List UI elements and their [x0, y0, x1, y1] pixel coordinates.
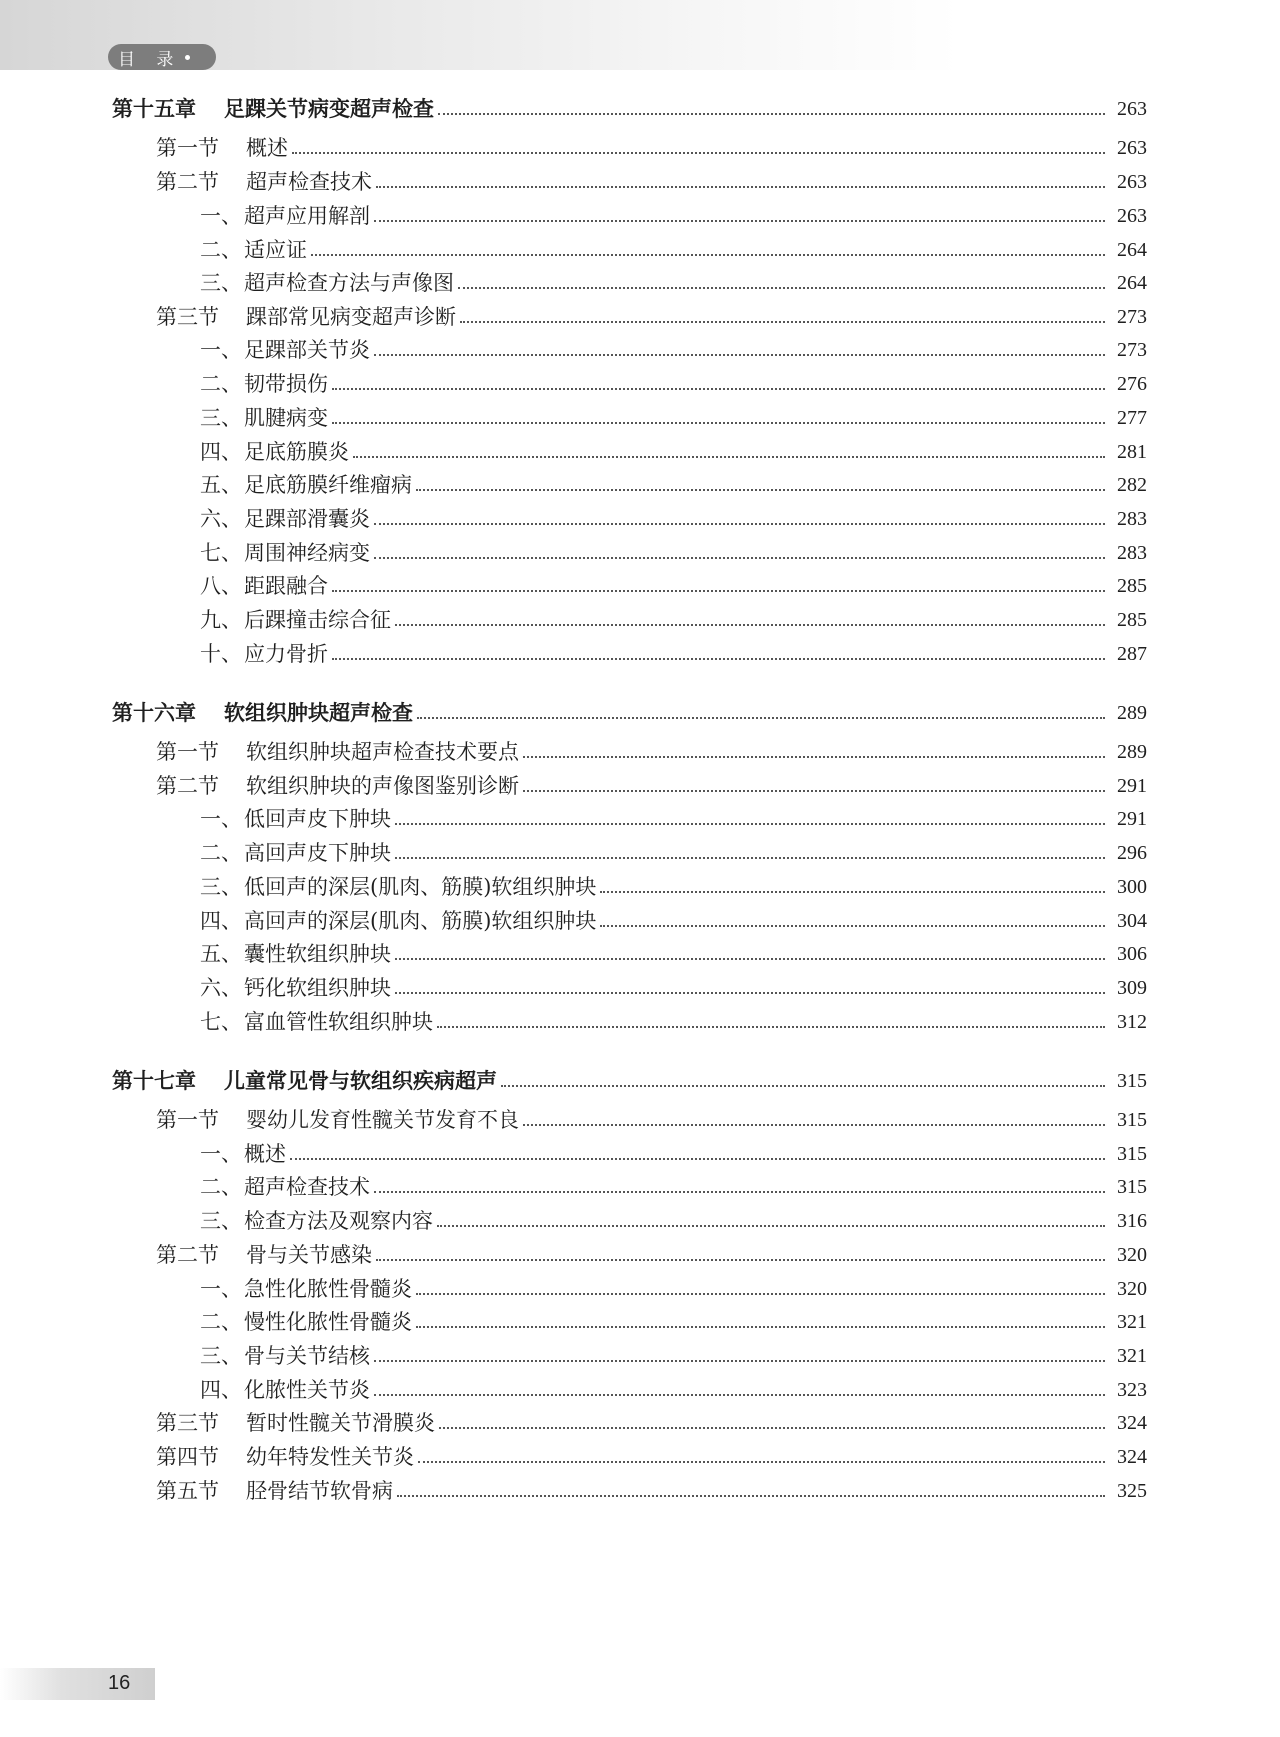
- toc-item[interactable]: [0, 838, 1280, 868]
- toc-item[interactable]: [0, 1341, 1280, 1371]
- toc-entry-text: 距跟融合: [244, 574, 328, 598]
- toc-entry-title: [200, 1007, 433, 1037]
- toc-page-number: 306: [1117, 943, 1147, 965]
- toc-item[interactable]: [0, 470, 1280, 500]
- toc-entry-title: [200, 973, 391, 1003]
- toc-entry-label: 三、: [200, 1209, 242, 1233]
- toc-entry-title: [200, 538, 370, 568]
- toc-entry-title: [156, 1476, 393, 1506]
- toc-section[interactable]: [0, 1476, 1280, 1506]
- toc-entry-label: 一、: [200, 338, 242, 362]
- toc-item[interactable]: [0, 268, 1280, 298]
- dot-leader: [290, 1158, 1105, 1160]
- toc-entry-label: 二、: [200, 1175, 242, 1199]
- dot-leader: [523, 790, 1105, 792]
- toc-entry-text: 足踝部滑囊炎: [244, 507, 370, 531]
- toc-page-number: 283: [1117, 508, 1147, 530]
- toc-page-number: 285: [1117, 609, 1147, 631]
- toc-page-number: 263: [1117, 137, 1147, 159]
- toc-entry-text: 超声检查技术: [246, 170, 372, 194]
- toc-entry-label: 九、: [200, 608, 242, 632]
- toc-entry-label: 三、: [200, 406, 242, 430]
- toc-entry-title: [156, 302, 456, 332]
- toc-entry-label: 五、: [200, 473, 242, 497]
- toc-entry-title: [156, 737, 519, 767]
- toc-item[interactable]: [0, 1007, 1280, 1037]
- toc-entry-title: [200, 906, 596, 936]
- toc-item[interactable]: [0, 1139, 1280, 1169]
- toc-entry-label: 第二节: [156, 774, 219, 798]
- toc-item[interactable]: [0, 1172, 1280, 1202]
- dot-leader: [395, 823, 1105, 825]
- dot-leader: [374, 354, 1105, 356]
- toc-entry-text: 韧带损伤: [244, 372, 328, 396]
- toc-entry-title: [200, 1172, 370, 1202]
- toc-entry-label: 五、: [200, 942, 242, 966]
- toc-entry-label: 第二节: [156, 170, 219, 194]
- toc-entry-text: 足踝关节病变超声检查: [224, 97, 434, 121]
- toc-section[interactable]: [0, 133, 1280, 163]
- toc-page-number: 324: [1117, 1446, 1147, 1468]
- toc-entry-title: [200, 939, 391, 969]
- toc-entry-label: 一、: [200, 1277, 242, 1301]
- dot-leader: [353, 456, 1105, 458]
- toc-entry-label: 第二节: [156, 1243, 219, 1267]
- toc-entry-label: 第三节: [156, 1411, 219, 1435]
- toc-entry-label: 三、: [200, 271, 242, 295]
- dot-leader: [332, 590, 1105, 592]
- toc-entry-text: 足底筋膜炎: [244, 440, 349, 464]
- toc-section[interactable]: [0, 1408, 1280, 1438]
- toc-page-number: 324: [1117, 1412, 1147, 1434]
- dot-leader: [418, 1461, 1105, 1463]
- dot-leader: [332, 422, 1105, 424]
- toc-entry-label: 二、: [200, 372, 242, 396]
- toc-chapter[interactable]: [0, 94, 1280, 124]
- dot-leader: [374, 1191, 1105, 1193]
- dot-leader: [397, 1495, 1105, 1497]
- dot-leader: [437, 1225, 1105, 1227]
- toc-entry-title: [200, 335, 370, 365]
- toc-page-number: 291: [1117, 775, 1147, 797]
- toc-entry-text: 适应证: [244, 238, 307, 262]
- toc-entry-title: [200, 1139, 286, 1169]
- toc-entry-title: [156, 1105, 519, 1135]
- toc-entry-label: 第四节: [156, 1445, 219, 1469]
- dot-leader: [416, 1326, 1105, 1328]
- toc-entry-label: 一、: [200, 807, 242, 831]
- toc-item[interactable]: [0, 804, 1280, 834]
- toc-section[interactable]: [0, 1442, 1280, 1472]
- toc-entry-text: 急性化脓性骨髓炎: [244, 1277, 412, 1301]
- dot-leader: [374, 523, 1105, 525]
- toc-entry-text: 足底筋膜纤维瘤病: [244, 473, 412, 497]
- toc-entry-label: 六、: [200, 976, 242, 1000]
- toc-entry-text: 骨与关节感染: [246, 1243, 372, 1267]
- toc-page-number: 273: [1117, 339, 1147, 361]
- toc-page-number: 285: [1117, 575, 1147, 597]
- dot-leader: [374, 557, 1105, 559]
- toc-page-number: 309: [1117, 977, 1147, 999]
- toc-entry-title: [156, 133, 288, 163]
- toc-item[interactable]: [0, 437, 1280, 467]
- toc-entry-label: 七、: [200, 1010, 242, 1034]
- toc-page-number: 283: [1117, 542, 1147, 564]
- toc-page-number: 323: [1117, 1379, 1147, 1401]
- toc-entry-title: [200, 201, 370, 231]
- dot-leader: [460, 321, 1105, 323]
- toc-entry-label: 第五节: [156, 1479, 219, 1503]
- header-dot: [185, 55, 190, 60]
- toc-entry-title: [200, 639, 328, 669]
- dot-leader: [523, 756, 1105, 758]
- dot-leader: [311, 254, 1105, 256]
- toc-entry-label: 二、: [200, 841, 242, 865]
- toc-page-number: 320: [1117, 1278, 1147, 1300]
- toc-entry-label: 一、: [200, 1142, 242, 1166]
- toc-entry-text: 应力骨折: [244, 642, 328, 666]
- toc-entry-text: 高回声皮下肿块: [244, 841, 391, 865]
- toc-entry-text: 骨与关节结核: [244, 1344, 370, 1368]
- toc-item[interactable]: [0, 1375, 1280, 1405]
- toc-entry-label: 第十五章: [112, 97, 196, 121]
- toc-entry-title: [112, 94, 434, 124]
- toc-entry-label: 第十七章: [112, 1069, 196, 1093]
- toc-item[interactable]: [0, 973, 1280, 1003]
- toc-entry-title: [156, 1442, 414, 1472]
- toc-item[interactable]: [0, 403, 1280, 433]
- toc-item[interactable]: [0, 201, 1280, 231]
- toc-entry-label: 四、: [200, 440, 242, 464]
- toc-entry-title: [112, 698, 413, 728]
- toc-section[interactable]: [0, 1240, 1280, 1270]
- toc-page-number: 263: [1117, 98, 1147, 120]
- toc-chapter[interactable]: [0, 1066, 1280, 1096]
- toc-entry-label: 四、: [200, 909, 242, 933]
- toc-page-number: 316: [1117, 1210, 1147, 1232]
- dot-leader: [439, 1427, 1105, 1429]
- toc-entry-title: [156, 771, 519, 801]
- toc-entry-label: 第一节: [156, 740, 219, 764]
- page-number: 16: [108, 1672, 131, 1694]
- toc-entry-label: 十、: [200, 642, 242, 666]
- toc-chapter[interactable]: [0, 698, 1280, 728]
- toc-entry-text: 暂时性髋关节滑膜炎: [246, 1411, 435, 1435]
- toc-page-number: 282: [1117, 474, 1147, 496]
- toc-entry-label: 七、: [200, 541, 242, 565]
- dot-leader: [438, 113, 1105, 115]
- toc-page-number: 291: [1117, 808, 1147, 830]
- footer-band: [0, 1668, 155, 1700]
- toc-entry-text: 化脓性关节炎: [244, 1378, 370, 1402]
- toc-page-number: 315: [1117, 1176, 1147, 1198]
- dot-leader: [501, 1085, 1105, 1087]
- toc-entry-text: 概述: [246, 136, 288, 160]
- dot-leader: [395, 992, 1105, 994]
- toc-entry-title: [200, 403, 328, 433]
- toc-page-number: 273: [1117, 306, 1147, 328]
- toc-entry-title: [200, 268, 454, 298]
- toc-entry-text: 软组织肿块超声检查: [224, 701, 413, 725]
- dot-leader: [374, 220, 1105, 222]
- toc-entry-title: [200, 1206, 433, 1236]
- toc-page-number: 321: [1117, 1311, 1147, 1333]
- toc-entry-label: 第三节: [156, 305, 219, 329]
- toc-entry-text: 胫骨结节软骨病: [246, 1479, 393, 1503]
- toc-item[interactable]: [0, 1206, 1280, 1236]
- toc-item[interactable]: [0, 939, 1280, 969]
- dot-leader: [458, 287, 1105, 289]
- toc-page-number: 296: [1117, 842, 1147, 864]
- toc-section[interactable]: [0, 1105, 1280, 1135]
- dot-leader: [416, 1293, 1105, 1295]
- toc-section[interactable]: [0, 302, 1280, 332]
- toc-section[interactable]: [0, 167, 1280, 197]
- dot-leader: [332, 658, 1105, 660]
- toc-entry-text: 踝部常见病变超声诊断: [246, 305, 456, 329]
- dot-leader: [437, 1026, 1105, 1028]
- toc-item[interactable]: [0, 504, 1280, 534]
- header-label-text: 目 录: [118, 49, 182, 70]
- toc-entry-text: 低回声的深层(肌肉、筋膜)软组织肿块: [244, 875, 597, 899]
- dot-leader: [376, 1259, 1105, 1261]
- toc-entry-text: 足踝部关节炎: [244, 338, 370, 362]
- toc-entry-text: 后踝撞击综合征: [244, 608, 391, 632]
- dot-leader: [376, 186, 1105, 188]
- toc-page-number: 263: [1117, 171, 1147, 193]
- toc-item[interactable]: [0, 1307, 1280, 1337]
- toc-section[interactable]: [0, 737, 1280, 767]
- toc-entry-text: 囊性软组织肿块: [244, 942, 391, 966]
- toc-item[interactable]: [0, 571, 1280, 601]
- toc-entry-title: [200, 838, 391, 868]
- dot-leader: [416, 489, 1105, 491]
- toc-page-number: 315: [1117, 1070, 1147, 1092]
- toc-item[interactable]: [0, 906, 1280, 936]
- toc-entry-text: 肌腱病变: [244, 406, 328, 430]
- toc-entry-label: 六、: [200, 507, 242, 531]
- toc-entry-title: [156, 1240, 372, 1270]
- toc-item[interactable]: [0, 235, 1280, 265]
- toc-page-number: 304: [1117, 910, 1147, 932]
- toc-page-number: 263: [1117, 205, 1147, 227]
- toc-entry-label: 第一节: [156, 1108, 219, 1132]
- toc-page-number: 312: [1117, 1011, 1147, 1033]
- toc-page-number: 264: [1117, 272, 1147, 294]
- dot-leader: [600, 925, 1105, 927]
- dot-leader: [395, 624, 1105, 626]
- toc-page-number: 321: [1117, 1345, 1147, 1367]
- header-label: [108, 44, 216, 70]
- dot-leader: [395, 857, 1105, 859]
- toc-item[interactable]: [0, 538, 1280, 568]
- toc-entry-title: [200, 504, 370, 534]
- dot-leader: [600, 891, 1105, 893]
- dot-leader: [417, 717, 1105, 719]
- toc-entry-label: 第十六章: [112, 701, 196, 725]
- toc-entry-title: [200, 470, 412, 500]
- toc-page-number: 325: [1117, 1480, 1147, 1502]
- dot-leader: [374, 1394, 1105, 1396]
- toc-entry-label: 第一节: [156, 136, 219, 160]
- toc-entry-title: [200, 804, 391, 834]
- toc-entry-label: 一、: [200, 204, 242, 228]
- toc-page-number: 264: [1117, 239, 1147, 261]
- toc-page-number: 289: [1117, 741, 1147, 763]
- dot-leader: [332, 388, 1105, 390]
- toc-page-number: 315: [1117, 1109, 1147, 1131]
- toc-item[interactable]: [0, 1274, 1280, 1304]
- toc-entry-label: 四、: [200, 1378, 242, 1402]
- toc-entry-title: [200, 1375, 370, 1405]
- toc-entry-text: 超声应用解剖: [244, 204, 370, 228]
- toc-entry-text: 检查方法及观察内容: [244, 1209, 433, 1233]
- toc-entry-label: 二、: [200, 238, 242, 262]
- toc-section[interactable]: [0, 771, 1280, 801]
- toc-entry-text: 富血管性软组织肿块: [244, 1010, 433, 1034]
- toc-entry-title: [200, 571, 328, 601]
- toc-item[interactable]: [0, 335, 1280, 365]
- toc-entry-text: 概述: [244, 1142, 286, 1166]
- toc-entry-label: 八、: [200, 574, 242, 598]
- toc-item[interactable]: [0, 605, 1280, 635]
- toc-entry-text: 高回声的深层(肌肉、筋膜)软组织肿块: [244, 909, 597, 933]
- toc-page-number: 276: [1117, 373, 1147, 395]
- toc-entry-title: [200, 369, 328, 399]
- toc-page-number: 289: [1117, 702, 1147, 724]
- toc-entry-text: 钙化软组织肿块: [244, 976, 391, 1000]
- toc-entry-title: [200, 235, 307, 265]
- toc-entry-text: 低回声皮下肿块: [244, 807, 391, 831]
- toc-entry-text: 软组织肿块超声检查技术要点: [246, 740, 519, 764]
- toc-entry-label: 二、: [200, 1310, 242, 1334]
- dot-leader: [523, 1124, 1105, 1126]
- toc-page-number: 320: [1117, 1244, 1147, 1266]
- toc-entry-text: 幼年特发性关节炎: [246, 1445, 414, 1469]
- dot-leader: [292, 152, 1105, 154]
- toc-item[interactable]: [0, 872, 1280, 902]
- toc-entry-text: 慢性化脓性骨髓炎: [244, 1310, 412, 1334]
- toc-page-number: 281: [1117, 441, 1147, 463]
- toc-page-number: 300: [1117, 876, 1147, 898]
- toc-entry-title: [200, 1307, 412, 1337]
- toc-item[interactable]: [0, 369, 1280, 399]
- toc-entry-title: [200, 872, 596, 902]
- toc-entry-title: [156, 1408, 435, 1438]
- dot-leader: [374, 1360, 1105, 1362]
- toc-entry-title: [200, 1341, 370, 1371]
- toc-page-number: 315: [1117, 1143, 1147, 1165]
- toc-entry-text: 超声检查方法与声像图: [244, 271, 454, 295]
- toc-entry-title: [112, 1066, 497, 1096]
- toc-entry-title: [200, 437, 349, 467]
- toc-entry-label: 三、: [200, 1344, 242, 1368]
- toc-entry-text: 软组织肿块的声像图鉴别诊断: [246, 774, 519, 798]
- toc-item[interactable]: [0, 639, 1280, 669]
- toc-entry-text: 周围神经病变: [244, 541, 370, 565]
- toc-entry-title: [200, 1274, 412, 1304]
- toc-entry-text: 婴幼儿发育性髋关节发育不良: [246, 1108, 519, 1132]
- toc-entry-label: 三、: [200, 875, 242, 899]
- toc-entry-title: [156, 167, 372, 197]
- toc-entry-title: [200, 605, 391, 635]
- toc-entry-text: 超声检查技术: [244, 1175, 370, 1199]
- toc-page-number: 277: [1117, 407, 1147, 429]
- dot-leader: [395, 958, 1105, 960]
- toc-page-number: 287: [1117, 643, 1147, 665]
- toc-entry-text: 儿童常见骨与软组织疾病超声: [224, 1069, 497, 1093]
